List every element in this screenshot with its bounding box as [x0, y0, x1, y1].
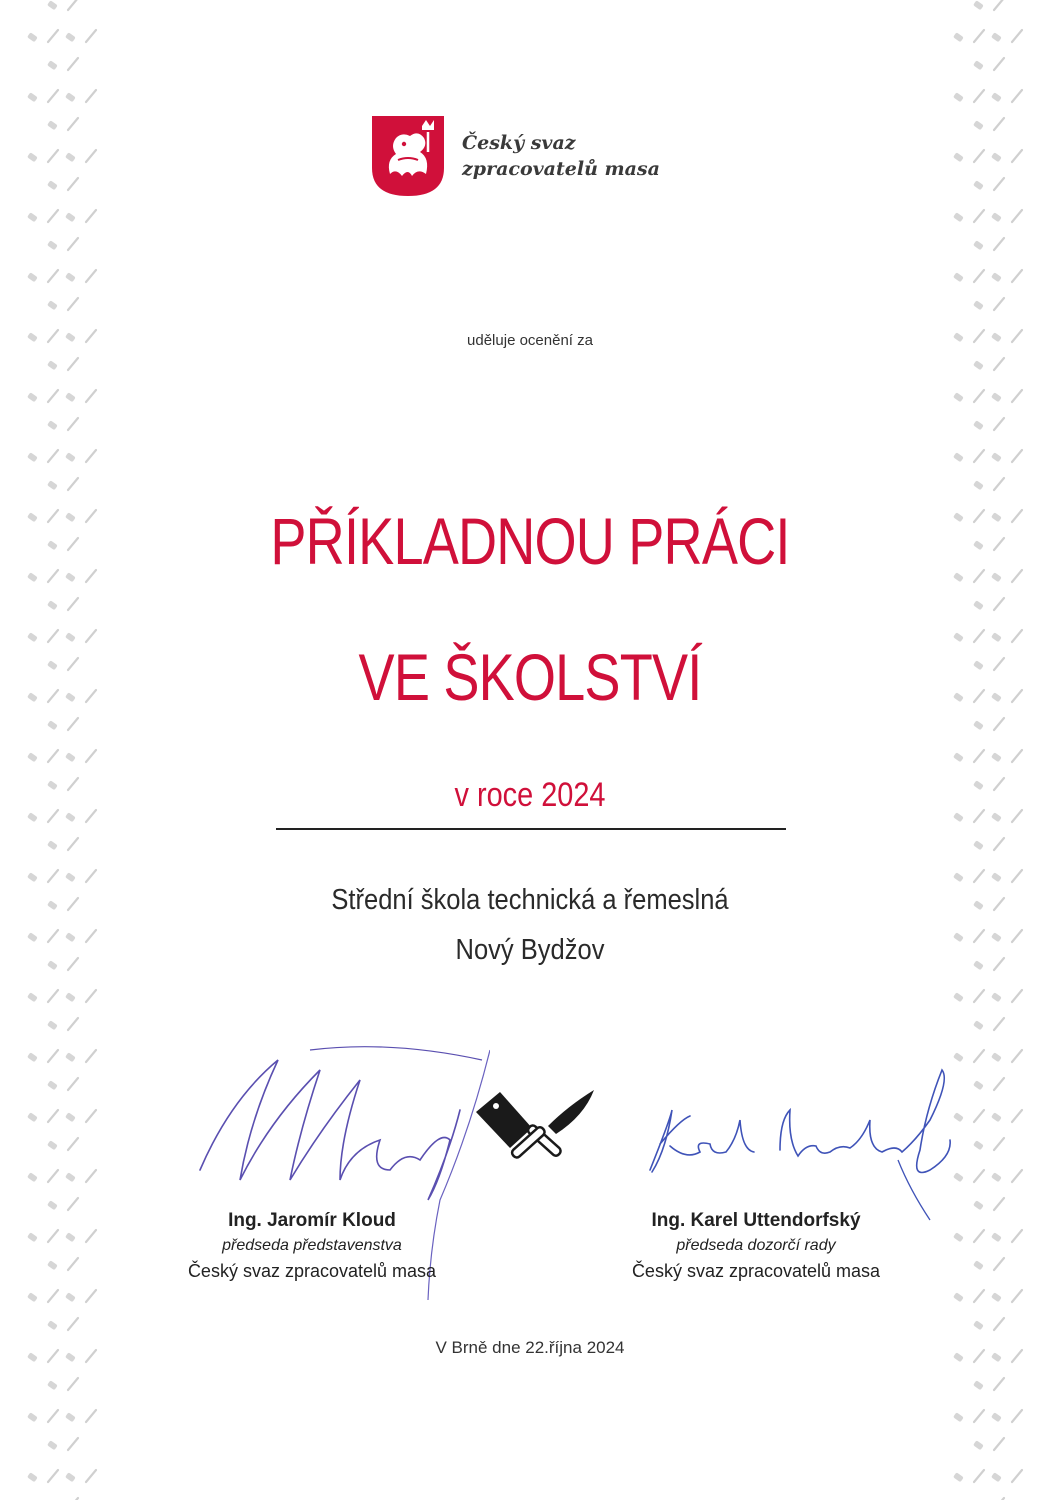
place-and-date: V Brně dne 22.října 2024 — [435, 1338, 625, 1357]
signatory-right-role: předseda dozorčí rady — [676, 1237, 836, 1254]
left-border-pattern — [22, 0, 122, 1500]
organization-name-line2: zpracovatelů masa — [462, 158, 660, 180]
right-border-pattern — [948, 0, 1048, 1500]
award-title-line1: PŘÍKLADNOU PRÁCI — [270, 504, 790, 578]
organization-name — [462, 130, 660, 182]
signatory-left-organization: Český svaz zpracovatelů masa — [187, 1261, 437, 1281]
lion-crest-icon — [372, 116, 444, 196]
signature-right — [630, 1060, 960, 1230]
recipient-town: Nový Bydžov — [455, 934, 605, 966]
signatory-left-name: Ing. Jaromír Kloud — [228, 1210, 396, 1231]
signatory-right-organization: Český svaz zpracovatelů masa — [631, 1261, 881, 1281]
signatory-left-role: předseda představenstva — [222, 1237, 402, 1254]
award-title-line2: VE ŠKOLSTVÍ — [358, 640, 702, 714]
award-year: v roce 2024 — [454, 776, 606, 814]
signatory-left — [142, 1208, 482, 1284]
signatory-right — [586, 1208, 926, 1284]
grants-award-text: uděluje ocenění za — [467, 332, 593, 349]
signatory-right-name: Ing. Karel Uttendorfský — [651, 1210, 861, 1231]
divider-line — [276, 828, 786, 830]
organization-logo — [372, 116, 702, 198]
cleaver-and-knife-icon — [472, 1086, 600, 1178]
organization-name-line1: Český svaz — [462, 132, 576, 154]
recipient-name: Střední škola technická a řemeslná — [331, 884, 729, 916]
